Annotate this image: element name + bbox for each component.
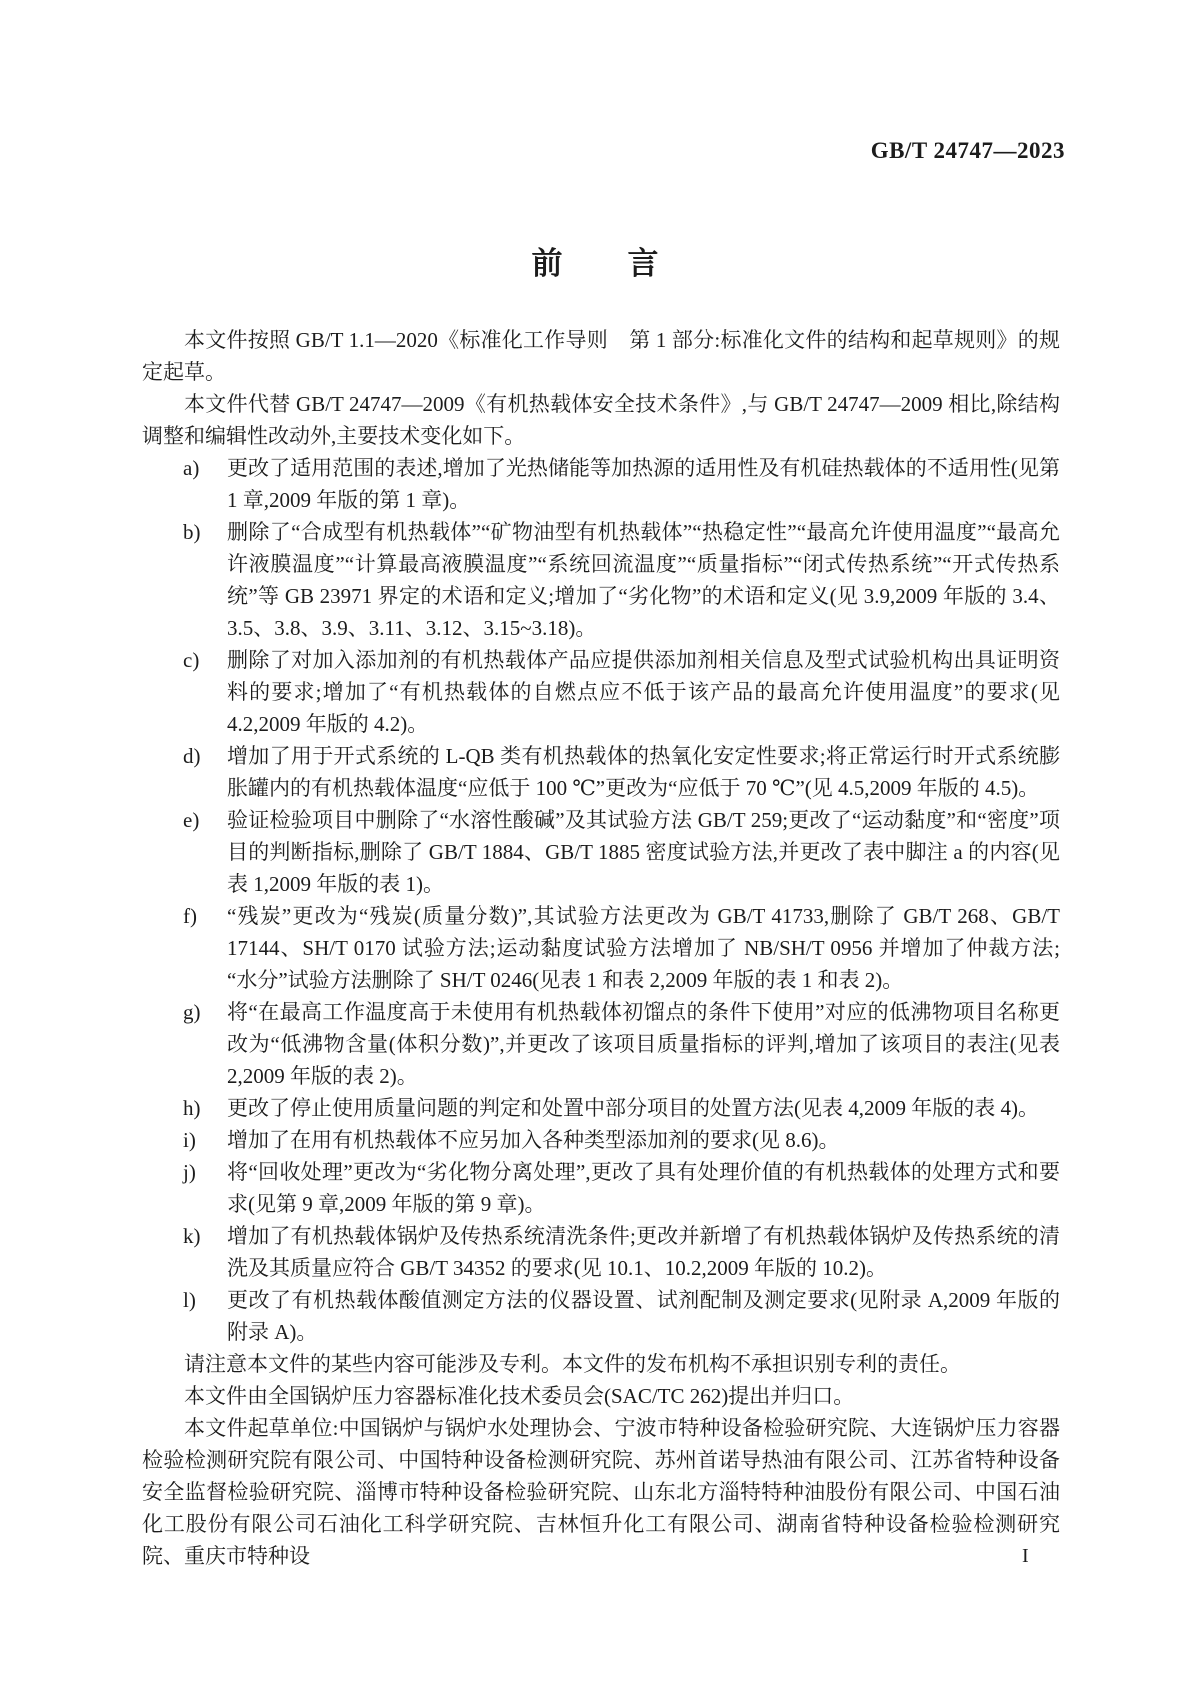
- list-item: [142, 644, 1060, 740]
- change-item-text: 删除了“合成型有机热载体”“矿物油型有机热载体”“热稳定性”“最高允许使用温度”“最高允许液膜温度”“计算最高液膜温度”“系统回流温度”“质量指标”“闭式传热系统”“开式传热系统”等 GB 23971 界定的术语和定义;增加了“劣化物”的术语和定义(见 3.9,2009 年版的 3.4、3.5、3.8、3.9、3.11、3.12、3.15~3.18)。: [227, 520, 1060, 640]
- list-item: [142, 996, 1060, 1092]
- list-item: [142, 1220, 1060, 1284]
- standard-number: GB/T 24747—2023: [870, 138, 1065, 163]
- change-item-text: 将“回收处理”更改为“劣化物分离处理”,更改了具有处理价值的有机热载体的处理方式和要求(见第 9 章,2009 年版的第 9 章)。: [227, 1160, 1060, 1216]
- intro-paragraph: 本文件代替 GB/T 24747—2009《有机热载体安全技术条件》,与 GB/T 24747—2009 相比,除结构调整和编辑性改动外,主要技术变化如下。: [142, 392, 1060, 448]
- change-item-text: “残炭”更改为“残炭(质量分数)”,其试验方法更改为 GB/T 41733,删除了 GB/T 268、GB/T 17144、SH/T 0170 试验方法;运动黏度试验方法增加了 NB/SH/T 0956 并增加了仲裁方法;“水分”试验方法删除了 SH/T 0246(见表 1 和表 2,2009 年版的表 1 和表 2)。: [227, 904, 1060, 992]
- list-item: [142, 1092, 1060, 1124]
- change-item-label: j): [183, 1160, 196, 1184]
- change-item-text: 将“在最高工作温度高于未使用有机热载体初馏点的条件下使用”对应的低沸物项目名称更改为“低沸物含量(体积分数)”,并更改了该项目质量指标的评判,增加了该项目的表注(见表 2,2009 年版的表 2)。: [227, 1000, 1060, 1088]
- change-item-label: b): [183, 520, 201, 544]
- change-item-label: a): [183, 456, 200, 480]
- change-item-label: e): [183, 808, 200, 832]
- list-item: [142, 804, 1060, 900]
- intro-paragraph: 本文件按照 GB/T 1.1—2020《标准化工作导则 第 1 部分:标准化文件的结构和起草规则》的规定起草。: [142, 328, 1060, 384]
- change-item-label: l): [183, 1288, 196, 1312]
- change-item-text: 更改了停止使用质量问题的判定和处置中部分项目的处置方法(见表 4,2009 年版的表 4)。: [227, 1096, 1039, 1120]
- change-item-text: 增加了在用有机热载体不应另加入各种类型添加剂的要求(见 8.6)。: [227, 1128, 840, 1152]
- change-item-label: k): [183, 1224, 201, 1248]
- change-item-text: 更改了适用范围的表述,增加了光热储能等加热源的适用性及有机硅热载体的不适用性(见第 1 章,2009 年版的第 1 章)。: [227, 456, 1060, 512]
- change-item-label: i): [183, 1128, 196, 1152]
- change-item-text: 验证检验项目中删除了“水溶性酸碱”及其试验方法 GB/T 259;更改了“运动黏度”和“密度”项目的判断指标,删除了 GB/T 1884、GB/T 1885 密度试验方法,并更改了表中脚注 a 的内容(见表 1,2009 年版的表 1)。: [227, 808, 1060, 896]
- list-item: [142, 1284, 1060, 1348]
- change-item-text: 删除了对加入添加剂的有机热载体产品应提供添加剂相关信息及型式试验机构出具证明资料的要求;增加了“有机热载体的自燃点应不低于该产品的最高允许使用温度”的要求(见 4.2,2009 年版的 4.2)。: [227, 648, 1060, 736]
- committee-paragraph: 本文件由全国锅炉压力容器标准化技术委员会(SAC/TC 262)提出并归口。: [184, 1384, 855, 1408]
- list-item: [142, 740, 1060, 804]
- foreword-content: [142, 324, 1060, 1572]
- change-item-label: d): [183, 744, 201, 768]
- page-title: 前 言: [531, 246, 660, 281]
- drafting-units-paragraph: 本文件起草单位:中国锅炉与锅炉水处理协会、宁波市特种设备检验研究院、大连锅炉压力容器检验检测研究院有限公司、中国特种设备检测研究院、苏州首诺导热油有限公司、江苏省特种设备安全监督检验研究院、淄博市特种设备检验研究院、山东北方淄特特种油股份有限公司、中国石油化工股份有限公司石油化工科学研究院、吉林恒升化工有限公司、湖南省特种设备检验检测研究院、重庆市特种设: [142, 1416, 1060, 1568]
- change-item-label: c): [183, 648, 200, 672]
- list-item: [142, 1124, 1060, 1156]
- change-item-text: 增加了有机热载体锅炉及传热系统清洗条件;更改并新增了有机热载体锅炉及传热系统的清洗及其质量应符合 GB/T 34352 的要求(见 10.1、10.2,2009 年版的 10.2)。: [227, 1224, 1060, 1280]
- change-item-label: g): [183, 1000, 201, 1024]
- change-item-text: 更改了有机热载体酸值测定方法的仪器设置、试剂配制及测定要求(见附录 A,2009 年版的附录 A)。: [227, 1288, 1060, 1344]
- list-item: [142, 1156, 1060, 1220]
- changes-list: [142, 452, 1060, 1348]
- list-item: [142, 452, 1060, 516]
- page-number: I: [1022, 1545, 1029, 1567]
- change-item-label: h): [183, 1096, 201, 1120]
- change-item-label: f): [183, 904, 197, 928]
- list-item: [142, 900, 1060, 996]
- list-item: [142, 516, 1060, 644]
- change-item-text: 增加了用于开式系统的 L-QB 类有机热载体的热氧化安定性要求;将正常运行时开式系统膨胀罐内的有机热载体温度“应低于 100 ℃”更改为“应低于 70 ℃”(见 4.5,2009 年版的 4.5)。: [227, 744, 1060, 800]
- patent-notice-paragraph: 请注意本文件的某些内容可能涉及专利。本文件的发布机构不承担识别专利的责任。: [184, 1352, 961, 1376]
